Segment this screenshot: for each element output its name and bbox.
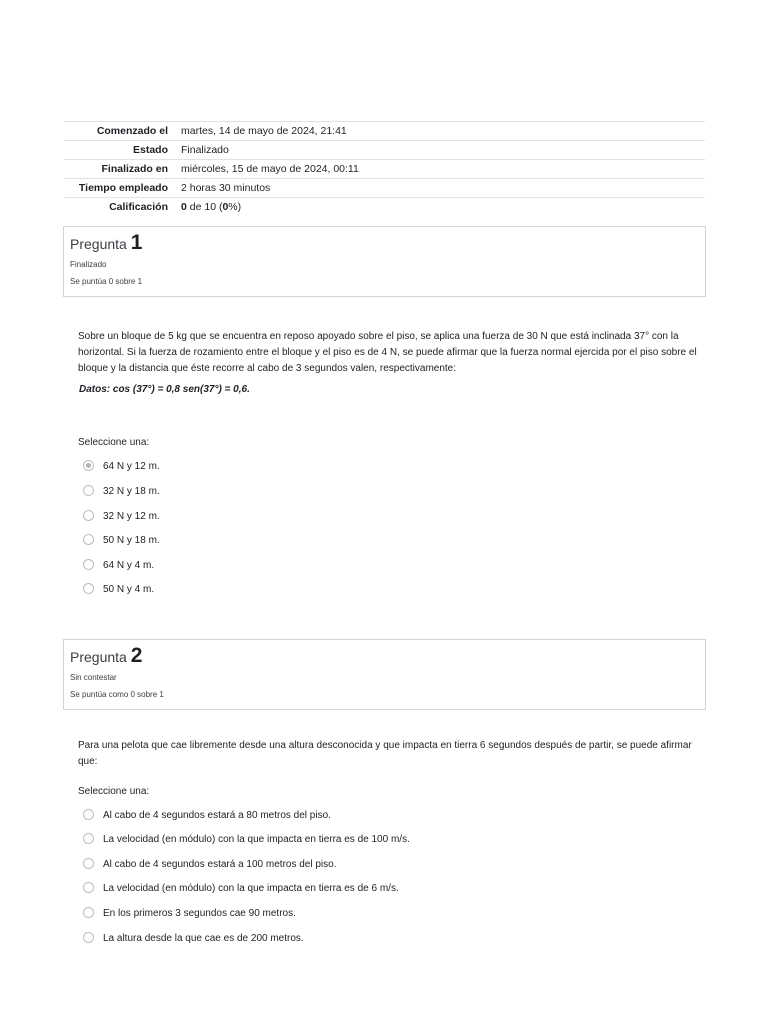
answer-option[interactable] (83, 533, 160, 549)
question-2-info-box (63, 639, 706, 710)
summary-label: Comenzado el (64, 122, 177, 141)
radio-button[interactable] (83, 882, 94, 893)
radio-button[interactable] (83, 907, 94, 918)
question-1-text: Sobre un bloque de 5 kg que se encuentra en reposo apoyado sobre el piso, se aplica una fuerza de 30 N que está inclinada 37° con la horizontal. Si la fuerza de rozamiento entre el bloque y el piso es de 4 N, se puede afirmar que la fuerza normal ejercida por el piso sobre el bloque y la distancia que éste recorre al cabo de 3 segundos valen, respectivamente: (78, 331, 697, 374)
question-title (70, 646, 705, 667)
radio-button[interactable] (83, 858, 94, 869)
grade-percent: 0 (222, 201, 229, 213)
question-2-select-prompt: Seleccione una: (78, 786, 150, 797)
question-1-select-prompt: Seleccione una: (78, 437, 150, 448)
answer-label: 50 N y 18 m. (103, 535, 160, 546)
answer-label: 32 N y 18 m. (103, 486, 160, 497)
question-title-word: Pregunta (70, 649, 127, 665)
summary-row-finished (64, 160, 705, 179)
summary-row-grade (64, 198, 705, 217)
answer-label: En los primeros 3 segundos cae 90 metros. (103, 908, 296, 919)
summary-row-time-taken (64, 179, 705, 198)
radio-button[interactable] (83, 559, 94, 570)
grade-out-of: de 10 ( (186, 201, 223, 213)
question-2-text: Para una pelota que cae libremente desde una altura desconocida y que impacta en tierra 6 segundos después de partir, se puede afirmar que: (78, 740, 692, 767)
question-title-word: Pregunta (70, 236, 127, 252)
radio-button[interactable] (83, 510, 94, 521)
answer-label: 64 N y 4 m. (103, 560, 155, 571)
summary-value: Finalizado (177, 141, 705, 160)
answer-option[interactable] (83, 484, 160, 500)
summary-row-state (64, 141, 705, 160)
attempt-summary-table (64, 121, 705, 216)
answer-option[interactable] (83, 857, 336, 873)
answer-label: 64 N y 12 m. (103, 461, 160, 472)
summary-label: Finalizado en (64, 160, 177, 179)
answer-option[interactable] (83, 459, 160, 475)
radio-button[interactable] (83, 932, 94, 943)
summary-value (177, 198, 705, 217)
grade-score: 0 (181, 201, 187, 213)
answer-option[interactable] (83, 931, 304, 947)
question-state: Finalizado (70, 260, 107, 269)
question-number: 2 (130, 644, 143, 667)
answer-option[interactable] (83, 558, 154, 574)
answer-label: 32 N y 12 m. (103, 511, 160, 522)
summary-value: miércoles, 15 de mayo de 2024, 00:11 (177, 160, 705, 179)
question-1-info-box (63, 226, 706, 297)
answer-label: Al cabo de 4 segundos estará a 100 metros del piso. (103, 859, 337, 870)
question-grade: Se puntúa como 0 sobre 1 (70, 690, 164, 699)
answer-option[interactable] (83, 881, 399, 897)
radio-button[interactable] (83, 809, 94, 820)
answer-label: Al cabo de 4 segundos estará a 80 metros del piso. (103, 810, 331, 821)
summary-row-started (64, 122, 705, 141)
summary-value: martes, 14 de mayo de 2024, 21:41 (177, 122, 705, 141)
question-state: Sin contestar (70, 673, 117, 682)
summary-value: 2 horas 30 minutos (177, 179, 705, 198)
answer-label: La velocidad (en módulo) con la que impacta en tierra es de 100 m/s. (103, 834, 410, 845)
answer-option[interactable] (83, 808, 331, 824)
radio-button[interactable] (83, 833, 94, 844)
question-grade: Se puntúa 0 sobre 1 (70, 277, 143, 286)
question-number: 1 (130, 231, 143, 254)
answer-option[interactable] (83, 906, 296, 922)
answer-option[interactable] (83, 509, 160, 525)
question-1-data-note: Datos: cos (37°) = 0,8 sen(37°) = 0,6. (79, 384, 250, 395)
question-title (70, 233, 705, 254)
summary-label: Calificación (64, 198, 177, 217)
radio-button[interactable] (83, 583, 94, 594)
answer-label: La velocidad (en módulo) con la que impacta en tierra es de 6 m/s. (103, 883, 399, 894)
answer-option[interactable] (83, 582, 154, 598)
grade-percent-suffix: %) (228, 201, 242, 213)
radio-button[interactable] (83, 534, 94, 545)
summary-label: Tiempo empleado (64, 179, 177, 198)
answer-option[interactable] (83, 832, 410, 848)
radio-button[interactable] (83, 460, 94, 471)
answer-label: La altura desde la que cae es de 200 metros. (103, 933, 304, 944)
answer-label: 50 N y 4 m. (103, 584, 155, 595)
summary-label: Estado (64, 141, 177, 160)
radio-button[interactable] (83, 485, 94, 496)
